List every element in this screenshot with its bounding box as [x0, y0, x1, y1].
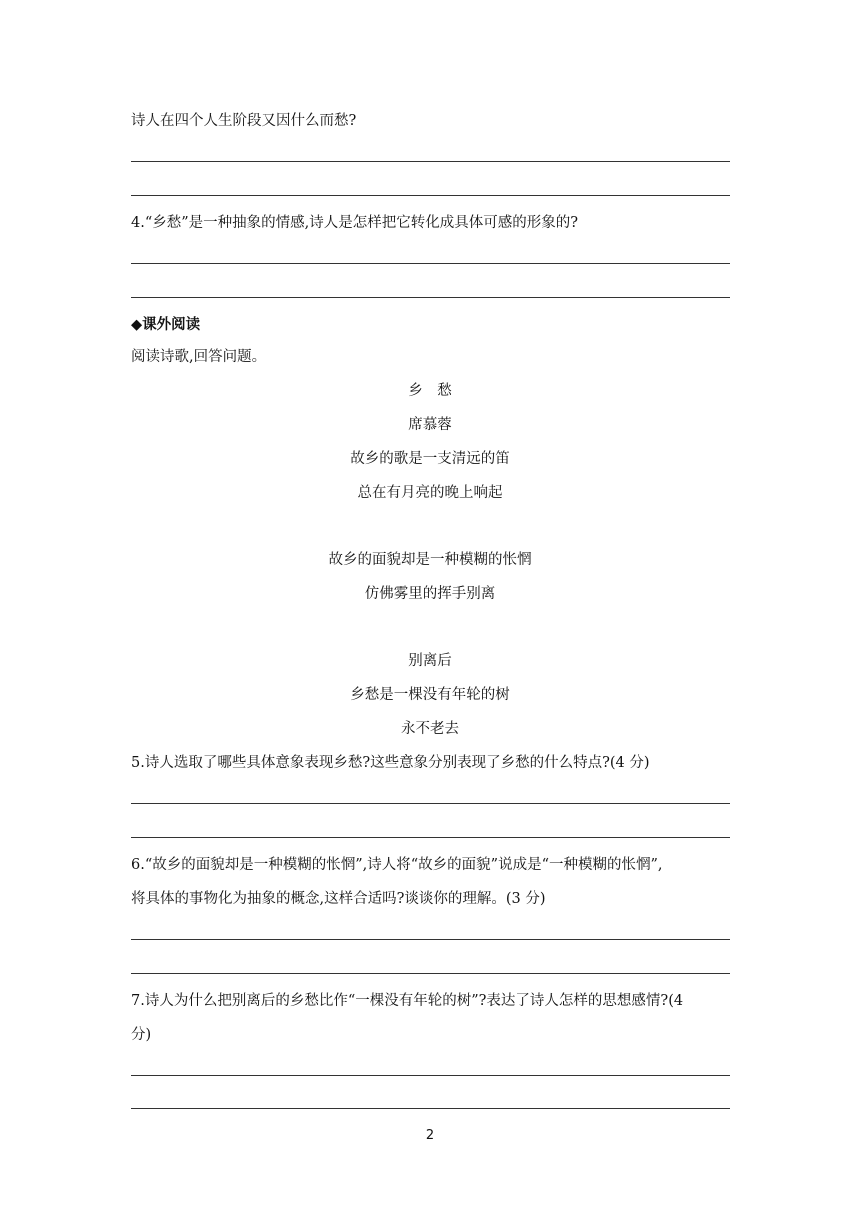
question-3-subquestion: 诗人在四个人生阶段又因什么而愁? — [131, 113, 357, 129]
question-6-line-2: 将具体的事物化为抽象的概念,这样合适吗?谈谈你的理解。(3 分) — [131, 891, 546, 907]
poem-line: 别离后 — [408, 653, 452, 669]
answer-line — [131, 263, 730, 264]
answer-line — [131, 1075, 730, 1076]
poem-line: 仿佛雾里的挥手别离 — [364, 586, 496, 602]
poem-title: 乡 愁 — [408, 383, 452, 399]
poem-line: 永不老去 — [401, 721, 459, 737]
question-7-line-2: 分) — [131, 1027, 152, 1043]
answer-line — [131, 297, 730, 298]
section-title: ◆课外阅读 — [131, 317, 201, 333]
page-number: 2 — [425, 1128, 435, 1143]
answer-line — [131, 837, 730, 838]
question-4: 4.“乡愁”是一种抽象的情感,诗人是怎样把它转化成具体可感的形象的? — [131, 215, 579, 231]
question-7-line-1: 7.诗人为什么把别离后的乡愁比作“一棵没有年轮的树”?表达了诗人怎样的思想感情?(4 — [131, 993, 684, 1009]
poem-line: 故乡的歌是一支清远的笛 — [350, 451, 510, 467]
poem-author: 席慕蓉 — [408, 417, 452, 433]
answer-line — [131, 939, 730, 940]
answer-line — [131, 195, 730, 196]
poem-line: 总在有月亮的晚上响起 — [357, 485, 503, 501]
poem-line: 乡愁是一棵没有年轮的树 — [350, 687, 510, 703]
answer-line — [131, 803, 730, 804]
question-5: 5.诗人选取了哪些具体意象表现乡愁?这些意象分别表现了乡愁的什么特点?(4 分) — [131, 755, 650, 771]
answer-line — [131, 161, 730, 162]
poem-line: 故乡的面貌却是一种模糊的怅惘 — [328, 552, 532, 568]
answer-line — [131, 973, 730, 974]
reading-instruction: 阅读诗歌,回答问题。 — [131, 349, 267, 365]
answer-line — [131, 1108, 730, 1109]
question-6-line-1: 6.“故乡的面貌却是一种模糊的怅惘”,诗人将“故乡的面貌”说成是“一种模糊的怅惘”, — [131, 857, 663, 873]
